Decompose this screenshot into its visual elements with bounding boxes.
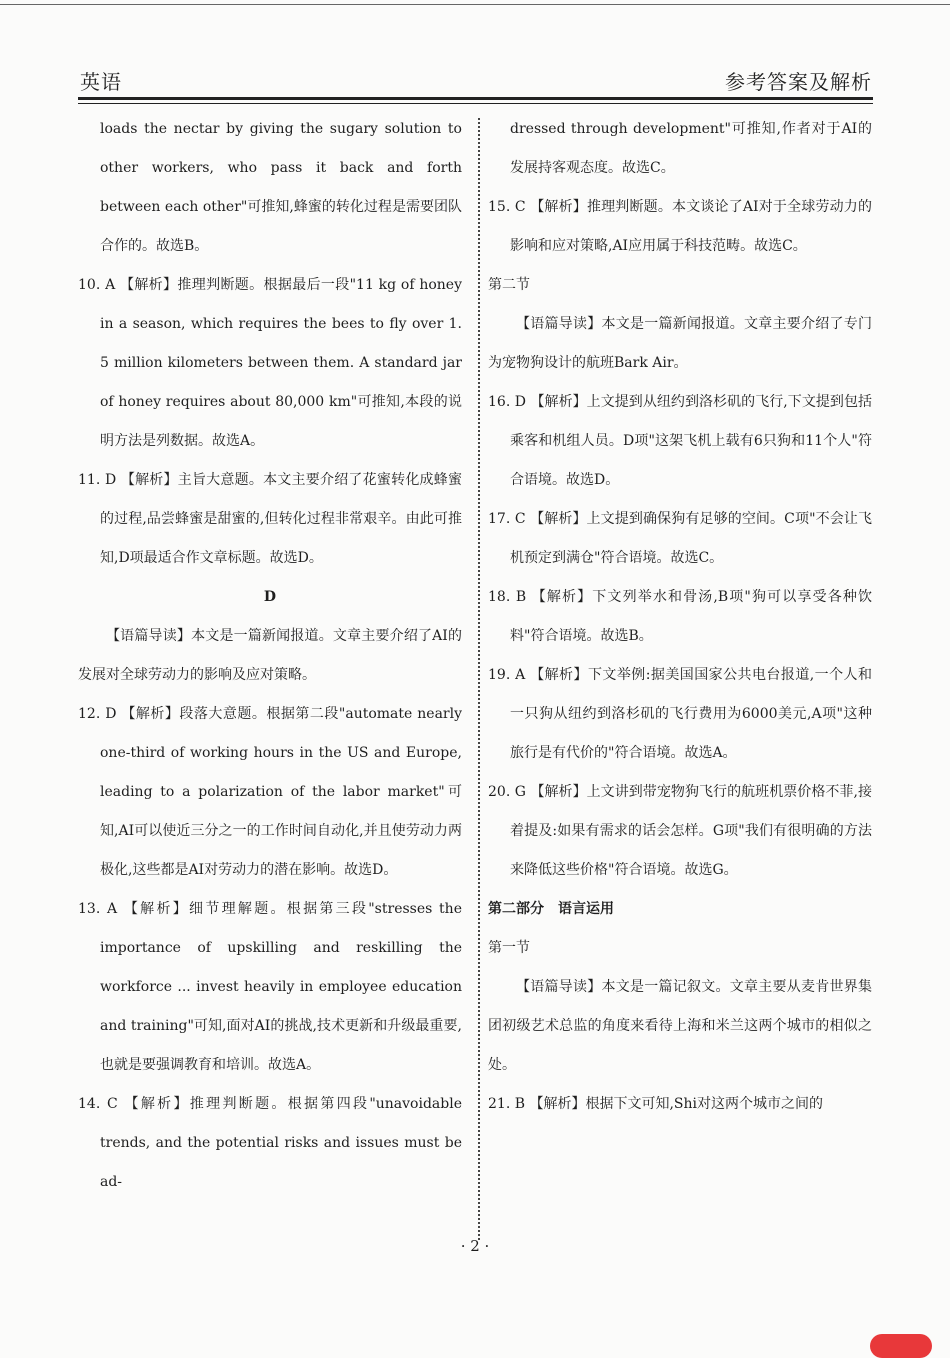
section-d-intro: 【语篇导读】本文是一篇新闻报道。文章主要介绍了AI的发展对全球劳动力的影响及应对策略。 xyxy=(78,628,462,683)
part-2-intro: 【语篇导读】本文是一篇记叙文。文章主要从麦肯世界集团初级艺术总监的角度来看待上海和米兰这两个城市的相似之处。 xyxy=(488,979,872,1073)
section-d-heading: D xyxy=(263,589,277,605)
answer-20: 20. G 【解析】上文讲到带宠物狗飞行的航班机票价格不菲,接着提及:如果有需求的话会怎样。G项"我们有很明确的方法来降低这些价格"符合语境。故选G。 xyxy=(488,784,872,878)
answer-11: 11. D 【解析】主旨大意题。本文主要介绍了花蜜转化成蜂蜜的过程,品尝蜂蜜是甜蜜的,但转化过程非常艰辛。由此可推知,D项最适合作文章标题。故选D。 xyxy=(78,472,462,566)
top-border-line xyxy=(0,4,950,5)
header-rule-thick xyxy=(78,97,873,100)
header-rule-thin xyxy=(78,103,873,104)
header-subject: 英语 xyxy=(80,70,122,94)
answer-15: 15. C 【解析】推理判断题。本文谈论了AI对于全球劳动力的影响和应对策略,AI应用属于科技范畴。故选C。 xyxy=(488,199,872,254)
answer-14-continued: dressed through development"可推知,作者对于AI的发展持客观态度。故选C。 xyxy=(510,121,872,176)
right-column xyxy=(488,110,872,1124)
left-para-1: loads the nectar by giving the sugary solution to other workers, who pass it back and forth between each other"可推知,蜂蜜的转化过程是需要团队合作的。故选B。 xyxy=(100,121,462,254)
part-2-heading: 第二部分 语言运用 xyxy=(488,901,614,917)
column-divider xyxy=(478,118,480,1240)
answer-13: 13. A 【解析】细节理解题。根据第三段"stresses the importance of upskilling and reskilling the workforce ... invest heavily in employee education and training"可知,面对AI的挑战,技术更新和升级最重要,也就是要强调教育和培训。故选A。 xyxy=(78,901,462,1073)
answer-19: 19. A 【解析】下文举例:据美国国家公共电台报道,一个人和一只狗从纽约到洛杉矶的飞行费用为6000美元,A项"这种旅行是有代价的"符合语境。故选A。 xyxy=(488,667,872,761)
answer-14: 14. C 【解析】推理判断题。根据第四段"unavoidable trends, and the potential risks and issues must be ad- xyxy=(78,1096,462,1190)
answer-17: 17. C 【解析】上文提到确保狗有足够的空间。C项"不会让飞机预定到满仓"符合语境。故选C。 xyxy=(488,511,872,566)
page-number: · 2 · xyxy=(460,1237,490,1255)
left-column xyxy=(78,110,462,1202)
answer-18: 18. B 【解析】下文列举水和骨汤,B项"狗可以享受各种饮料"符合语境。故选B。 xyxy=(488,589,872,644)
answer-10: 10. A 【解析】推理判断题。根据最后一段"11 kg of honey in a season, which requires the bees to fly over 1. 5 million kilometers between them. A standard jar of honey requires about 80,000 km"可推知,本段的说明方法是列数据。故选A。 xyxy=(78,277,462,449)
section-2-intro: 【语篇导读】本文是一篇新闻报道。文章主要介绍了专门为宠物狗设计的航班Bark Air。 xyxy=(488,316,872,371)
section-2-heading: 第二节 xyxy=(488,277,530,293)
header-section-title: 参考答案及解析 xyxy=(725,70,872,94)
answer-16: 16. D 【解析】上文提到从纽约到洛杉矶的飞行,下文提到包括乘客和机组人员。D项"这架飞机上载有6只狗和11个人"符合语境。故选D。 xyxy=(488,394,872,488)
corner-badge xyxy=(870,1334,932,1358)
answer-12: 12. D 【解析】段落大意题。根据第二段"automate nearly one-third of working hours in the US and Europe, leading to a polarization of the labor market"可知,AI可以使近三分之一的工作时间自动化,并且使劳动力两极化,这些都是AI对劳动力的潜在影响。故选D。 xyxy=(78,706,462,878)
part-2-section-1-heading: 第一节 xyxy=(488,940,530,956)
answer-21: 21. B 【解析】根据下文可知,Shi对这两个城市之间的 xyxy=(488,1096,823,1112)
